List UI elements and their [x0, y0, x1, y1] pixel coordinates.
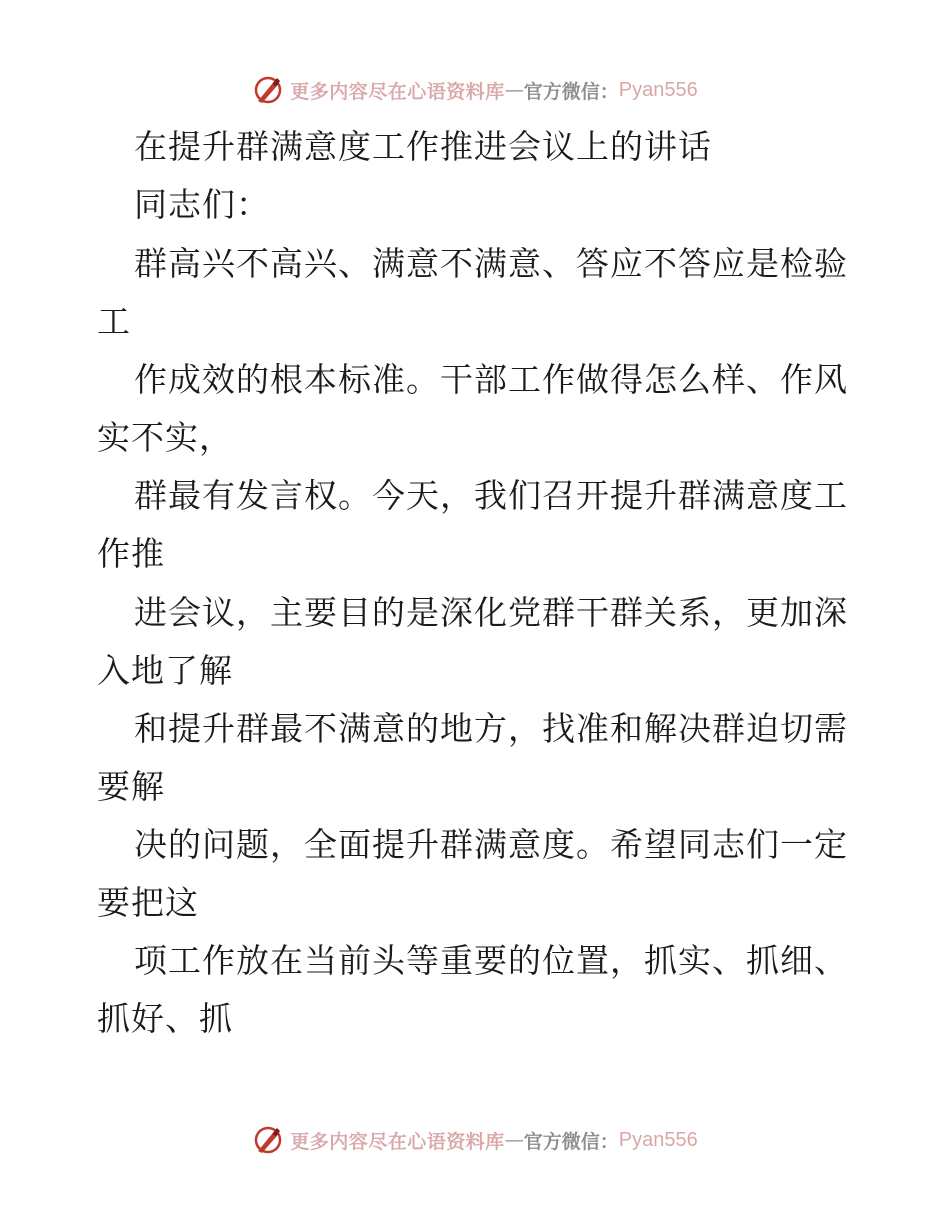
pen-logo-icon [252, 74, 284, 106]
body-line: 群最有发言权。今天，我们召开提升群满意度工 [134, 476, 848, 515]
footer-banner [0, 1120, 950, 1160]
banner-dash: — [504, 1129, 524, 1151]
body-line: 作推 [97, 534, 165, 573]
header-banner [0, 70, 950, 110]
body-line: 进会议，主要目的是深化党群干群关系，更加深 [134, 593, 848, 632]
banner-wechat-id: Pyan556 [618, 1128, 698, 1151]
body-line: 和提升群最不满意的地方，找准和解决群迫切需 [134, 709, 848, 748]
body-line: 群高兴不高兴、满意不满意、答应不答应是检验 [134, 244, 848, 283]
body-line: 项工作放在当前头等重要的位置，抓实、抓细、 [134, 941, 848, 980]
body-line: 实不实， [97, 418, 233, 457]
banner-dash: — [504, 79, 524, 101]
banner-text: 更多内容尽在心语资料库 [290, 1130, 505, 1153]
body-line: 作成效的根本标准。干部工作做得怎么样、作风 [134, 360, 848, 399]
body-line: 入地了解 [97, 651, 233, 690]
body-line: 工 [97, 302, 131, 341]
body-line: 要把这 [97, 883, 199, 922]
banner-wechat-id: Pyan556 [618, 78, 698, 101]
banner-wechat-label: 官方微信： [523, 80, 619, 103]
pen-logo-icon [252, 1124, 284, 1156]
document-title: 在提升群满意度工作推进会议上的讲话 [134, 127, 712, 166]
body-line: 要解 [97, 767, 165, 806]
body-line: 决的问题，全面提升群满意度。希望同志们一定 [134, 825, 848, 864]
body-line: 抓好、抓 [97, 999, 233, 1038]
salutation: 同志们： [134, 185, 270, 224]
banner-wechat-label: 官方微信： [523, 1130, 619, 1153]
banner-text: 更多内容尽在心语资料库 [290, 80, 505, 103]
